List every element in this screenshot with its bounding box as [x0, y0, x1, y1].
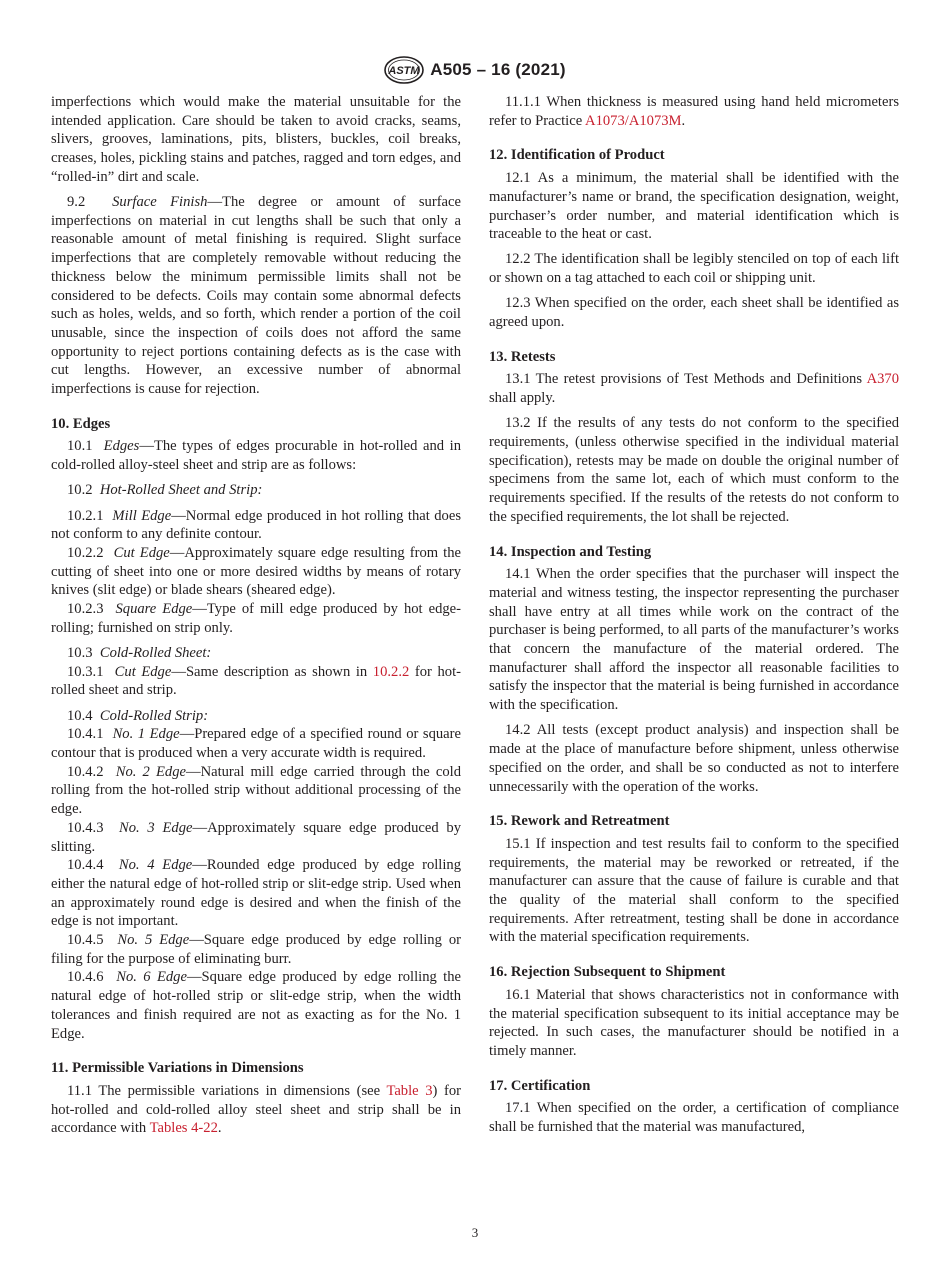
section-13-heading: 13. Retests [489, 348, 556, 365]
svg-text:ASTM: ASTM [388, 65, 420, 77]
paragraph-14-2: 14.2 All tests (except product analysis) and inspection shall be made at the place of manufacture before shipment, unless otherwise specified on the order, and shall be so conducted as not to interfere unnecessarily with the operation of the works. [489, 722, 899, 795]
section-11-heading: 11. Permissible Variations in Dimensions [51, 1060, 304, 1077]
paragraph-9-2: 9.2 Surface Finish—The degree or amount of surface imperfections on material in cut lengths shall be such that only a reasonable amount of metal finishing is required. Slight surface imperfections that are completely removable without reducing the thickness below the minimum permissible limits shall not be considered to be defects. Coils may contain some abnormal defects such as holes, welds, and so forth, which render a portion of the coil unusable, since the inspection of coils does not afford the same opportunity to reject portions containing defects as is the case with cut lengths. However, an excessive number of abnormal imperfections is cause for rejection. [51, 194, 461, 398]
paragraph-13-2: 13.2 If the results of any tests do not conform to the specified requirements, (unless otherwise specified in the individual material specification), retests may be made on double the original number of specimens from the same lot, each of which must conform to the requirements specified. If the results of the retests do not conform to the specified requirements, the lot shall be rejected. [489, 415, 899, 525]
paragraph-11-1: 11.1 The permissible variations in dimensions (see Table 3) for hot-rolled and cold-rolled alloy steel sheet and strip shall be in accordance with Tables 4-22. [51, 1082, 461, 1137]
standard-designation: A505 – 16 (2021) [430, 60, 566, 79]
page-number: 3 [471, 1225, 479, 1240]
paragraph-16-1: 16.1 Material that shows characteristics not in conformance with the material specification subsequent to its initial acceptance may be rejected. In such cases, the manufacturer should be notified in a timely manner. [489, 986, 899, 1059]
link-10-2-2[interactable]: 10.2.2 [372, 663, 410, 680]
paragraph-12-3: 12.3 When specified on the order, each sheet shall be identified as agreed upon. [489, 295, 899, 331]
paragraph-10-3-1: 10.3.1 Cut Edge—Same description as shown in 10.2.2 for hot-rolled sheet and strip. [51, 663, 461, 699]
paragraph-10-2-1: 10.2.1 Mill Edge—Normal edge produced in hot rolling that does not conform to any definite contour. [51, 507, 462, 543]
paragraph-10-4-5: 10.4.5 No. 5 Edge—Square edge produced by edge rolling or filing for the purpose of eliminating burr. [51, 932, 461, 967]
section-12-heading: 12. Identification of Product [489, 147, 665, 164]
page-header [0, 56, 950, 84]
link-a370[interactable]: A370 [866, 371, 899, 388]
paragraph-10-4-6: 10.4.6 No. 6 Edge—Square edge produced by edge rolling the natural edge of hot-rolled strip or slit-edge strip, when the width tolerances and finish required are not as exacting as for the No. 1 Edge. [51, 969, 462, 1042]
paragraph-9-1-continued: imperfections which would make the material unsuitable for the intended application. Care should be taken to avoid cracks, seams, slivers, grooves, laminations, pits, blisters, buckles, coil breaks, creases, holes, pickling stains and patches, ragged and torn edges, and “rolled-in” dirt and scale. [51, 94, 461, 185]
paragraph-10-4-3: 10.4.3 No. 3 Edge—Approximately square edge produced by slitting. [51, 819, 461, 855]
paragraph-17-1: 17.1 When specified on the order, a certification of compliance shall be furnished that the material was manufactured, [489, 1100, 899, 1136]
paragraph-10-1: 10.1 Edges—The types of edges procurable in hot-rolled and in cold-rolled alloy-steel sheet and strip are as follows: [51, 438, 461, 474]
section-16-heading: 16. Rejection Subsequent to Shipment [489, 964, 726, 981]
paragraph-10-4-2: 10.4.2 No. 2 Edge—Natural mill edge carried through the cold rolling from the hot-rolled strip without additional processing of the edge. [51, 763, 462, 818]
section-15-heading: 15. Rework and Retreatment [489, 813, 670, 830]
paragraph-10-3: 10.3 Cold-Rolled Sheet: [67, 644, 212, 661]
paragraph-11-1-1: 11.1.1 When thickness is measured using hand held micrometers refer to Practice A1073/A1073M. [489, 94, 899, 129]
paragraph-12-2: 12.2 The identification shall be legibly stenciled on top of each lift or shown on a tag attached to each coil or shipping unit. [489, 251, 899, 287]
paragraph-10-2-2: 10.2.2 Cut Edge—Approximately square edge resulting from the cutting of sheet into one or more desired widths by means of rotary knives (slit edge) or blade shears (sheared edge). [51, 544, 462, 599]
link-tables-4-22[interactable]: Tables 4-22 [149, 1120, 218, 1137]
section-17-heading: 17. Certification [489, 1077, 591, 1094]
paragraph-10-2: 10.2 Hot-Rolled Sheet and Strip: [67, 482, 263, 499]
paragraph-10-4: 10.4 Cold-Rolled Strip: [67, 707, 209, 724]
section-14-heading: 14. Inspection and Testing [489, 543, 652, 560]
paragraph-15-1: 15.1 If inspection and test results fail to conform to the specified requirements, the material may be reworked or retreated, if the manufacturer can assure that the cause of failure is curable and that the quality of the material shall conform to the specified requirements. After retreatment, testing shall be done in accordance with the material specification requirements. [489, 835, 899, 946]
astm-logo-icon [384, 56, 424, 84]
paragraph-13-1: 13.1 The retest provisions of Test Methods and Definitions A370 shall apply. [489, 371, 899, 407]
paragraph-10-4-1: 10.4.1 No. 1 Edge—Prepared edge of a specified round or square contour that is produced when a very accurate width is required. [51, 726, 461, 761]
paragraph-10-2-3: 10.2.3 Square Edge—Type of mill edge produced by hot edge-rolling; furnished on strip only. [51, 601, 462, 636]
section-10-heading: 10. Edges [51, 415, 111, 432]
paragraph-14-1: 14.1 When the order specifies that the purchaser will inspect the material and witness testing, the inspector representing the purchaser shall have entry at all times while work on the contract of the purchaser is being performed, to all parts of the manufacturer’s works that concern the manufacture of the material ordered. The manufacturer shall afford the inspector all reasonable facilities to satisfy the inspector that the material is being furnished in accordance with the specification. [489, 566, 899, 714]
link-a1073[interactable]: A1073/A1073M [585, 112, 682, 129]
paragraph-12-1: 12.1 As a minimum, the material shall be identified with the manufacturer’s name or brand, the specification designation, weight, purchaser’s order number, and material identification which is traceable to the heat or cast. [489, 170, 899, 243]
link-table-3[interactable]: Table 3 [386, 1082, 433, 1099]
right-column [489, 93, 899, 1143]
paragraph-10-4-4: 10.4.4 No. 4 Edge—Rounded edge produced by edge rolling either the natural edge of hot-rolled strip or slit-edge strip. Used when an approximately round edge is desired and when the finish of the edge is not important. [51, 857, 462, 930]
left-column [51, 93, 461, 1145]
